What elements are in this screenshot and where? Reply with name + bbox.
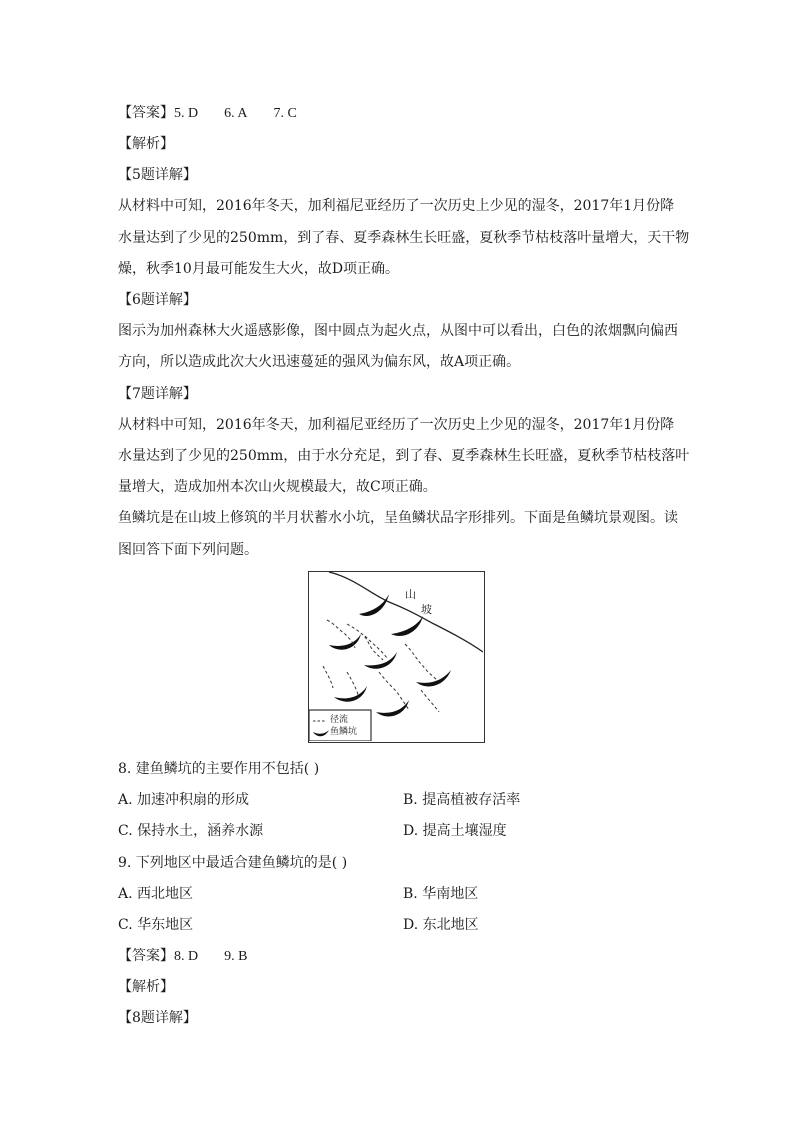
answer-line-2	[118, 946, 247, 967]
q5-text-line: 从材料中可知，2016年冬天，加利福尼亚经历了一次历史上少见的湿冬，2017年1月份降	[118, 198, 675, 214]
q8-option-c: C. 保持水土，涵养水源	[118, 823, 264, 839]
q8-option-b: B. 提高植被存活率	[403, 792, 521, 808]
q7-text-line: 量增大，造成加州本次山火规模最大，故C项正确。	[118, 479, 437, 495]
runoff	[323, 666, 333, 688]
q8-detail-heading: 【8题详解】	[118, 1010, 197, 1026]
q6-detail-heading: 【6题详解】	[118, 292, 197, 308]
answer-label: 【答案】	[118, 948, 174, 964]
answer-item: 6. A	[224, 106, 248, 121]
runoff	[365, 636, 387, 658]
answer-item: 9. B	[224, 949, 248, 964]
pit	[416, 670, 451, 686]
q9-stem: 9. 下列地区中最适合建鱼鳞坑的是( )	[118, 855, 348, 871]
q7-detail-heading: 【7题详解】	[118, 386, 197, 402]
q8-option-d: D. 提高土壤湿度	[403, 823, 507, 839]
runoff	[379, 672, 409, 710]
answer-line-1	[118, 103, 297, 124]
q7-text-line: 水量达到了少见的250mm，由于水分充足，到了春、夏季森林生长旺盛，夏秋季节枯枝落叶	[118, 448, 690, 464]
label-po: 坡	[421, 603, 432, 616]
runoff	[347, 672, 359, 698]
answer-label: 【答案】	[118, 105, 174, 121]
fish-scale-pit-figure	[308, 571, 485, 743]
q9-option-a: A. 西北地区	[118, 886, 194, 902]
q9-option-b: B. 华南地区	[403, 886, 479, 902]
analysis-heading: 【解析】	[118, 136, 174, 152]
pit	[329, 634, 361, 650]
pit	[334, 686, 367, 702]
answer-item: 8. D	[174, 949, 199, 964]
pit	[391, 616, 423, 636]
slope-line	[329, 572, 483, 652]
intro-text-line: 鱼鳞坑是在山坡上修筑的半月状蓄水小坑，呈鱼鳞状品字形排列。下面是鱼鳞坑景观图。读	[118, 510, 678, 526]
q6-text-line: 图示为加州森林大火遥感影像，图中圆点为起火点，从图中可以看出，白色的浓烟飘向偏西	[118, 323, 678, 339]
intro-text-line: 图回答下面下列问题。	[118, 542, 258, 558]
label-shan: 山	[405, 588, 416, 601]
analysis-heading: 【解析】	[118, 979, 174, 995]
runoff	[405, 644, 437, 680]
runoff	[421, 690, 439, 712]
pit	[364, 652, 397, 669]
q5-text-line: 水量达到了少见的250mm，到了春、夏季森林生长旺盛，夏秋季节枯枝落叶量增大，天干物	[118, 230, 690, 246]
legend-runoff-label: 径流	[330, 715, 349, 725]
q5-text-line: 燥，秋季10月最可能发生大火，故D项正确。	[118, 261, 400, 277]
pit	[359, 594, 389, 616]
q7-text-line: 从材料中可知，2016年冬天，加利福尼亚经历了一次历史上少见的湿冬，2017年1月份降	[118, 417, 675, 433]
legend-pit-label: 鱼鳞坑	[330, 727, 358, 737]
answer-item: 5. D	[174, 106, 199, 121]
q8-stem: 8. 建鱼鳞坑的主要作用不包括( )	[118, 761, 320, 777]
q6-text-line: 方向，所以造成此次大火迅速蔓延的强风为偏东风，故A项正确。	[118, 354, 521, 370]
answer-item: 7. C	[273, 106, 297, 121]
q9-option-d: D. 东北地区	[403, 917, 479, 933]
fish-scale-pits	[329, 594, 451, 716]
q9-option-c: C. 华东地区	[118, 917, 194, 933]
q8-option-a: A. 加速冲积扇的形成	[118, 792, 250, 808]
q5-detail-heading: 【5题详解】	[118, 167, 197, 183]
